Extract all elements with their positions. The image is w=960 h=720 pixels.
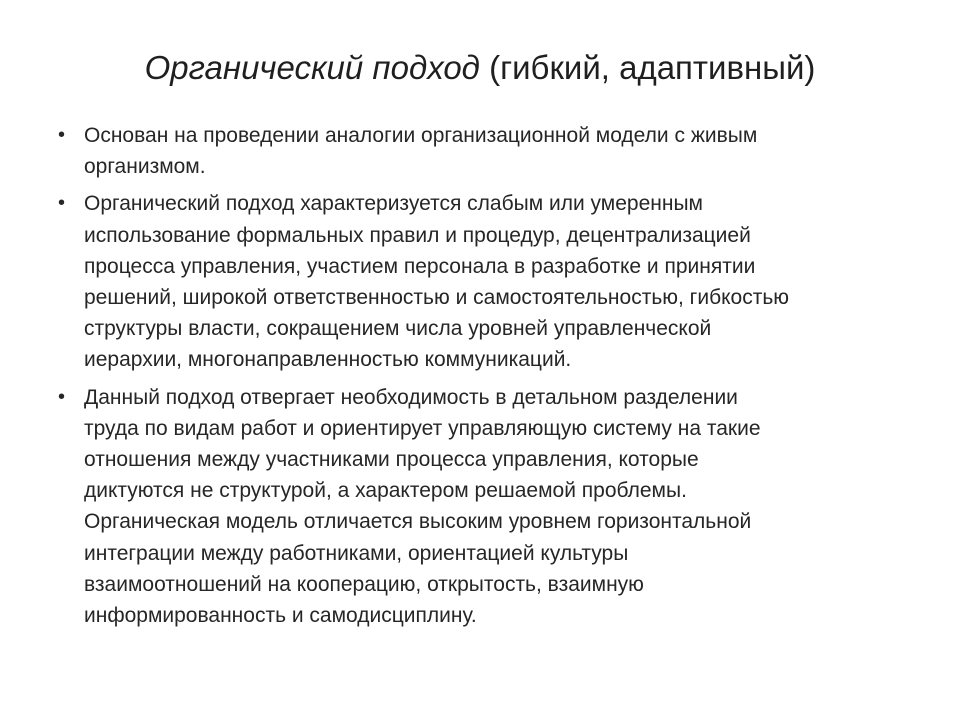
bullet-dot-icon: • <box>58 385 66 408</box>
bullet-line: решений, широкой ответственностью и самостоятельностью, гибкостью <box>84 286 790 310</box>
bullet-dot-icon: • <box>58 192 66 215</box>
bullet-list <box>56 120 906 637</box>
slide-title-rest: (гибкий, адаптивный) <box>479 49 816 86</box>
slide-title-italic: Органический подход <box>144 49 480 86</box>
bullet-line: взаимоотношений на кооперацию, открытость, взаимную <box>84 572 644 596</box>
bullet-line: отношения между участниками процесса управления, которые <box>84 448 699 472</box>
bullet-line: иерархии, многонаправленностью коммуникаций. <box>84 348 572 372</box>
bullet-line: интеграции между работниками, ориентацией культуры <box>84 541 629 565</box>
bullet-line: диктуются не структурой, а характером решаемой проблемы. <box>84 479 687 503</box>
slide-title <box>0 46 960 90</box>
bullet-dot-icon: • <box>58 124 66 146</box>
bullet-line: Органический подход характеризуется слабым или умеренным <box>84 192 703 216</box>
bullet-line: организмом. <box>84 155 206 179</box>
bullet-line: Основан на проведении аналогии организационной модели с живым <box>84 124 758 147</box>
bullet-item-3 <box>56 382 906 632</box>
bullet-item-1 <box>56 120 906 182</box>
bullet-line: использование формальных правил и процедур, децентрализацией <box>84 223 751 247</box>
bullet-line: структуры власти, сокращением числа уровней управленческой <box>84 317 712 341</box>
bullet-line: информированность и самодисциплину. <box>84 604 477 628</box>
bullet-line: труда по видам работ и ориентирует управляющую систему на такие <box>84 416 761 440</box>
bullet-item-2 <box>56 188 906 375</box>
bullet-line: Данный подход отвергает необходимость в детальном разделении <box>84 385 738 409</box>
bullet-line: процесса управления, участием персонала в разработке и принятии <box>84 254 756 278</box>
bullet-line: Органическая модель отличается высоким уровнем горизонтальной <box>84 510 752 534</box>
